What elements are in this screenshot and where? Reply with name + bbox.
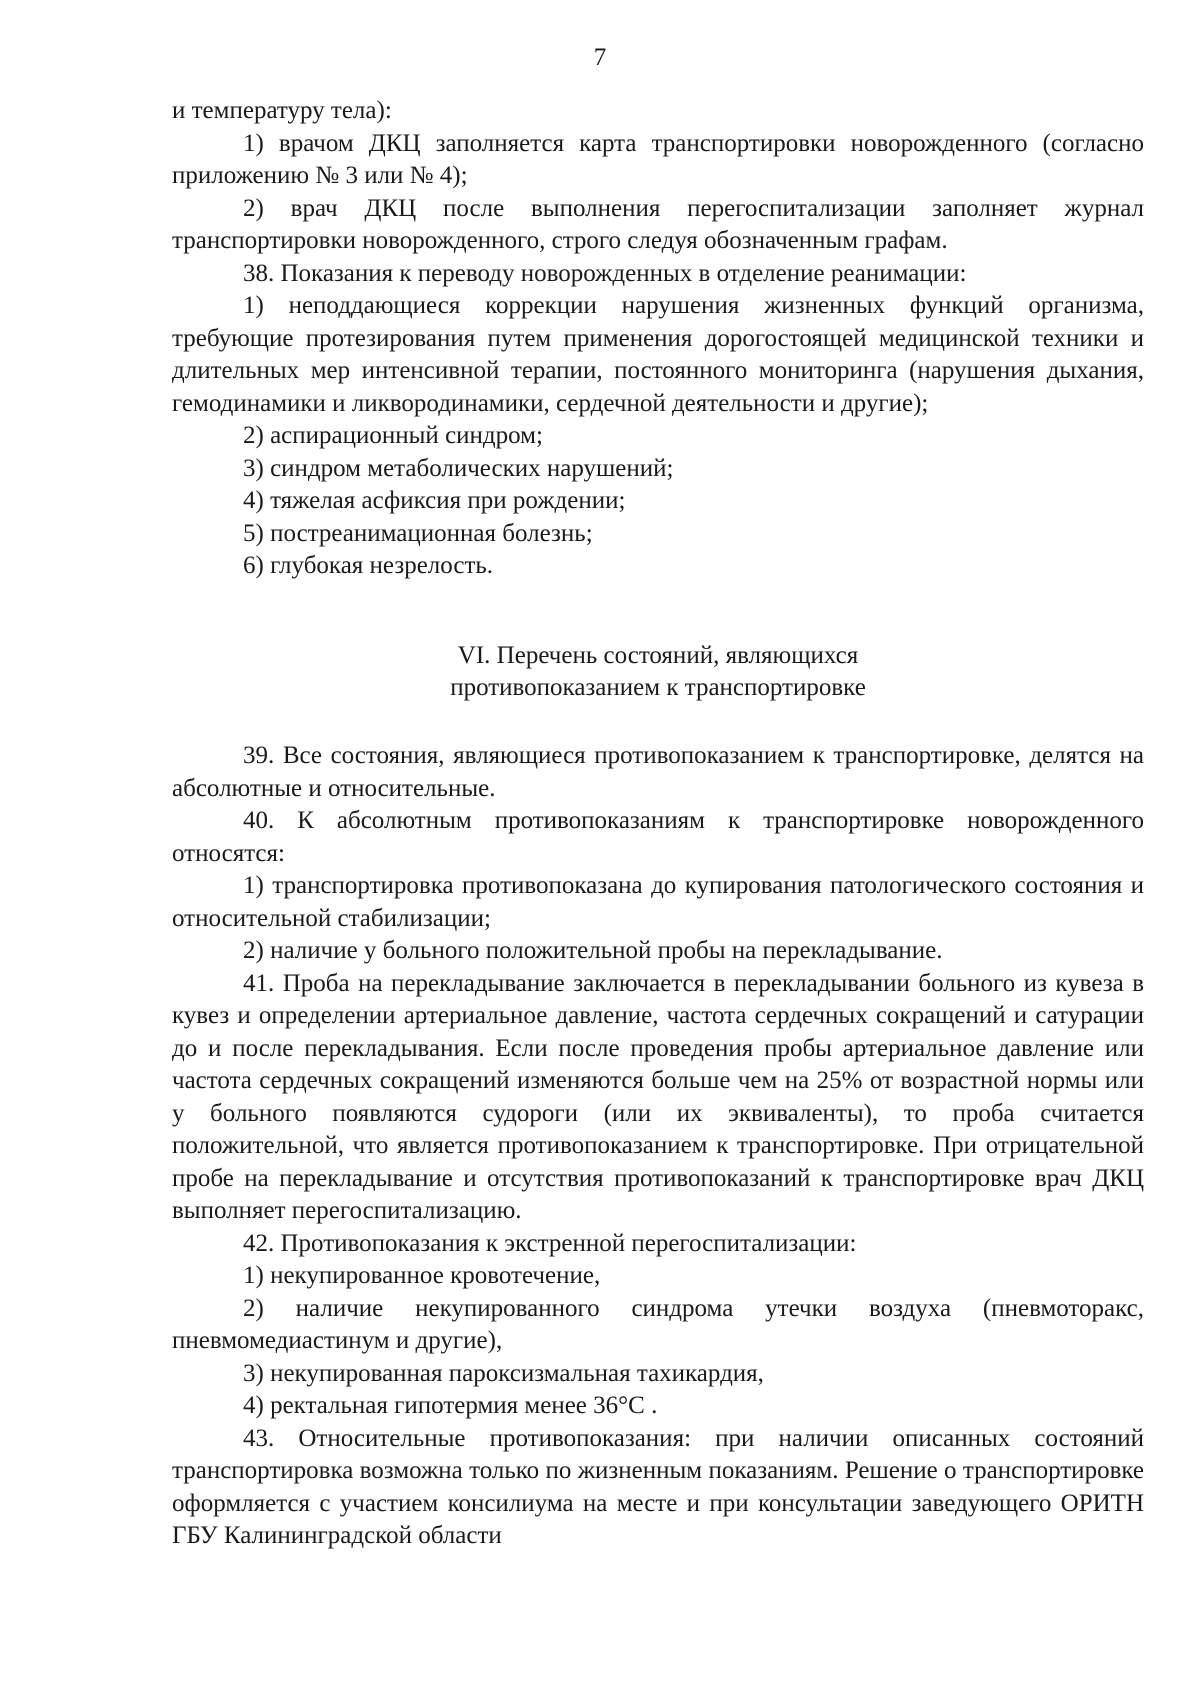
page-number: 7 [593, 44, 607, 71]
paragraph: 1) транспортировка противопоказана до купирования патологического состояния и относительной стабилизации; [172, 872, 1144, 932]
section-heading [172, 640, 1144, 704]
section-1-body [172, 95, 1144, 583]
paragraph: 3) некупированная пароксизмальная тахикардия, [243, 1359, 764, 1387]
paragraph: 1) некупированное кровотечение, [243, 1262, 601, 1289]
paragraph: 6) глубокая незрелость. [243, 552, 494, 579]
paragraph: 1) неподдающиеся коррекции нарушения жизненных функций организма, требующие протезирования путем применения дорогостоящей медицинской техники и длительных мер интенсивной терапии, постоянного мониторинга (нарушения дыхания, гемодинамики и ликвородинамики, сердечной деятельности и другие); [172, 292, 1144, 417]
paragraph: 2) наличие некупированного синдрома утечки воздуха (пневмоторакс, пневмомедиастинум и другие), [172, 1294, 1144, 1354]
paragraph: 3) синдром метаболических нарушений; [243, 454, 674, 482]
paragraph: 2) врач ДКЦ после выполнения перегоспитализации заполняет журнал транспортировки новорожденного, строго следуя обозначенным графам. [172, 194, 1144, 254]
paragraph: 2) наличие у больного положительной пробы на перекладывание. [243, 937, 943, 964]
paragraph: 41. Проба на перекладывание заключается в перекладывании больного из кувеза в кувез и определении артериальное давление, частота сердечных сокращений и сатурации до и после перекладывания. Если после проведения пробы артериальное давление или частота сердечных сокращений изменяются больше чем на 25% от возрастной нормы или у больного появляются судороги (или их эквиваленты), то проба считается положительной, что является противопоказанием к транспортировке. При отрицательной пробе на перекладывание и отсутствия противопоказаний к транспортировке врач ДКЦ выполняет перегоспитализацию. [172, 969, 1144, 1224]
paragraph: 1) врачом ДКЦ заполняется карта транспортировки новорожденного (согласно приложению № 3 или № 4); [172, 129, 1144, 189]
paragraph: 5) постреанимационная болезнь; [243, 519, 593, 547]
section-heading-line-1: VI. Перечень состояний, являющихся [457, 642, 859, 669]
paragraph: и температуру тела): [172, 97, 392, 124]
paragraph: 42. Противопоказания к экстренной перегоспитализации: [243, 1229, 857, 1257]
paragraph: 4) ректальная гипотермия менее 36°С . [243, 1392, 658, 1419]
paragraph: 43. Относительные противопоказания: при наличии описанных состояний транспортировка возможна только по жизненным показаниям. Решение о транспортировке оформляется с участием консилиума на месте и при консультации заведующего ОРИТН ГБУ Калининградской области [172, 1424, 1144, 1549]
section-2-body [172, 740, 1144, 1553]
section-heading-line-2: противопоказанием к транспортировке [450, 674, 866, 701]
paragraph: 39. Все состояния, являющиеся противопоказанием к транспортировке, делятся на абсолютные и относительные. [172, 742, 1144, 802]
paragraph: 40. К абсолютным противопоказаниям к транспортировке новорожденного относятся: [172, 807, 1144, 867]
paragraph: 4) тяжелая асфиксия при рождении; [243, 487, 626, 514]
paragraph: 2) аспирационный синдром; [243, 422, 543, 449]
paragraph: 38. Показания к переводу новорожденных в отделение реанимации: [243, 259, 967, 287]
